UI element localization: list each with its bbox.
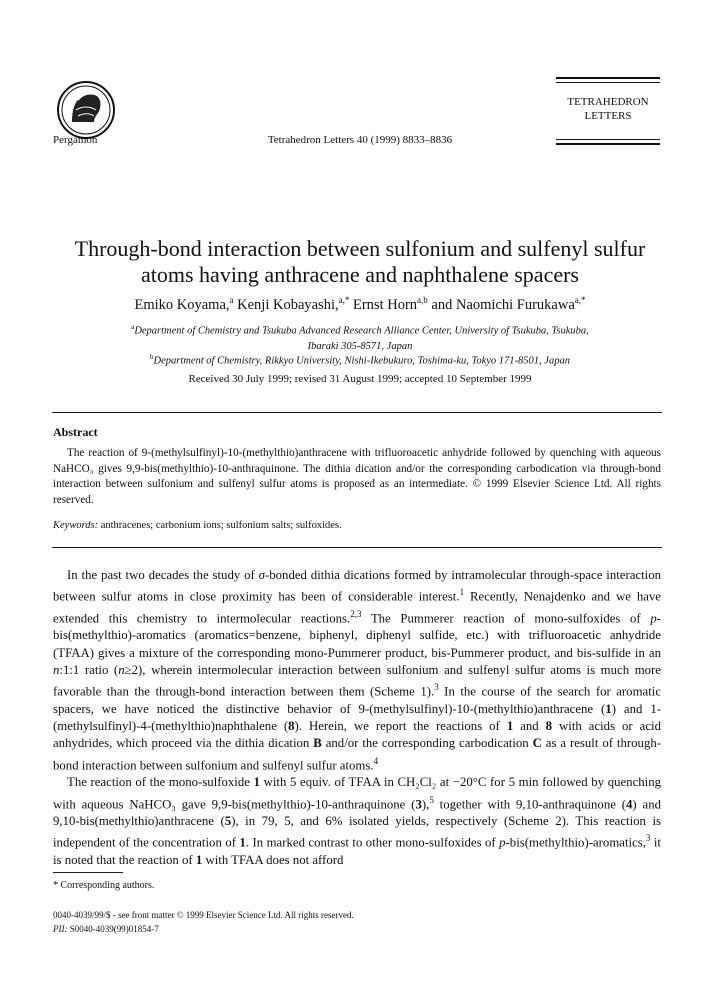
copyright-line: 0040-4039/99/$ - see front matter © 1999 Elsevier Science Ltd. All rights reserved. [53, 910, 354, 920]
pii-line [53, 922, 354, 936]
header-rule-top-thin [556, 82, 660, 83]
publisher-logo [54, 80, 118, 140]
author-affil-sup: a,* [574, 295, 586, 305]
keywords-text: anthracenes; carbonium ions; sulfonium salts; sulfoxides. [100, 520, 342, 531]
affiliation-a: $^a$Department of Chemistry and Tsukuba Advanced Research Alliance Center, University of Tsukuba, Tsukuba, Ibaraki 305-8571, Japan [40, 320, 680, 354]
author-name: Ernst Horn [353, 296, 418, 313]
author-list [40, 295, 680, 314]
affiliation-a-line1: Department of Chemistry and Tsukuba Advanced Research Alliance Center, University of Tsukuba, Tsukuba, [134, 325, 589, 337]
journal-name-line1: TETRAHEDRON [567, 96, 649, 108]
pii-label: PII: [53, 924, 68, 934]
article-title [40, 236, 680, 288]
divider-top [52, 412, 662, 413]
abstract-text: The reaction of 9-(methylsulfinyl)-10-(methylthio)anthracene with trifluoroacetic anhydride followed by quenching with aqueous NaHCO₃ gives 9,9-bis(methylthio)-10-anthraquinone. The dithia dication and/or the corresponding carbodication via through-bond interaction between sulfonium and sulfenyl sulfur atoms is proposed as an intermediate. © 1999 Elsevier Science Ltd. All rights reserved. [53, 447, 661, 506]
footnote-rule [53, 872, 123, 873]
footnote-corresponding [53, 880, 154, 891]
pii-value: S0040-4039(99)01854-7 [69, 924, 159, 934]
journal-name [556, 95, 660, 123]
journal-citation: Tetrahedron Letters 40 (1999) 8833–8836 [267, 134, 453, 146]
front-matter [53, 908, 354, 936]
author-name: and Naomichi Furukawa [431, 296, 575, 313]
keywords-label: Keywords: [53, 520, 99, 531]
received-dates: Received 30 July 1999; revised 31 August 1999; accepted 10 September 1999 [188, 373, 532, 385]
publisher-name: Pergamon [53, 134, 98, 146]
body-text [53, 567, 661, 869]
author-affil-sup: a,* [338, 295, 350, 305]
affiliation-b-text: Department of Chemistry, Rikkyo University, Nishi-Ikebukuro, Toshima-ku, Tokyo 171-8501, Japan [153, 355, 570, 367]
journal-name-line2: LETTERS [584, 110, 632, 122]
divider-bottom [52, 547, 662, 548]
footnote-marker: * [53, 880, 58, 891]
header-rule-bottom-thin [556, 139, 660, 140]
author-affil-sup: a [229, 295, 234, 305]
header-rule-bottom [556, 143, 660, 145]
footnote-text: Corresponding authors. [60, 880, 155, 891]
paragraph-2: The reaction of the mono-sulfoxide 1 with 5 equiv. of TFAA in CH₂Cl₂ at −20°C for 5 min followed by quenching with aqueous NaHCO₃ gave 9,9-bis(methylthio)-10-anthraquinone (3),$^5$ together with 9,10-anthraquinone (4) and 9,10-bis(methylthio)anthracene (5), in 79, 5, and 6% isolated yields, respectively (Scheme 2). This reaction is independent of the concentration of 1. In marked contrast to other mono-sulfoxides of p-bis(methylthio)-aromatics,$^3$ it is noted that the reaction of 1 with TFAA does not afford [53, 775, 662, 868]
title-line1: Through-bond interaction between sulfonium and sulfenyl sulfur [74, 236, 646, 261]
affiliation-b: $^b$Department of Chemistry, Rikkyo University, Nishi-Ikebukuro, Toshima-ku, Tokyo 171-8501, Japan [150, 353, 570, 367]
abstract-heading: Abstract [53, 425, 98, 439]
header-rule-top [556, 77, 660, 79]
title-line2: atoms having anthracene and naphthalene spacers [141, 262, 579, 287]
affiliation-a-line2: Ibaraki 305-8571, Japan [307, 340, 413, 352]
paragraph-1: In the past two decades the study of σ-bonded dithia dications formed by intramolecular through-space interaction between sulfur atoms in close proximity has been of considerable interest.$^1$ Recently, Nenajdenko and we have extended this chemistry to intermolecular reactions.$^{2,3}$ The Pummerer reaction of mono-sulfoxides of p-bis(methylthio)-aromatics (aromatics=benzene, biphenyl, diphenyl sulfide, etc.) with trifluoroacetic anhydride (TFAA) gives a mixture of the corresponding mono-Pummerer product, bis-Pummerer product, and bis-sulfide in an n:1:1 ratio (n≥2), wherein intermolecular interaction between sulfonium and sulfenyl sulfur atoms is much more favorable than the through-bond interaction between them (Scheme 1).$^3$ In the course of the search for aromatic spacers, we have noticed the distinctive behavior of 9-(methylsulfinyl)-10-(methylthio)anthracene (1) and 1-(methylsulfinyl)-4-(methylthio)naphthalene (8). Herein, we report the reactions of 1 and 8 with acids or acid anhydrides, which proceed via the dithia dication B and/or the corresponding carbodication C as a result of through-bond interaction between sulfonium and sulfenyl sulfur atoms.$^4$ [53, 568, 661, 773]
author-name: Kenji Kobayashi, [237, 296, 339, 313]
author-name: Emiko Koyama, [134, 296, 230, 313]
author-affil-sup: a,b [417, 295, 428, 305]
keywords [53, 520, 342, 531]
